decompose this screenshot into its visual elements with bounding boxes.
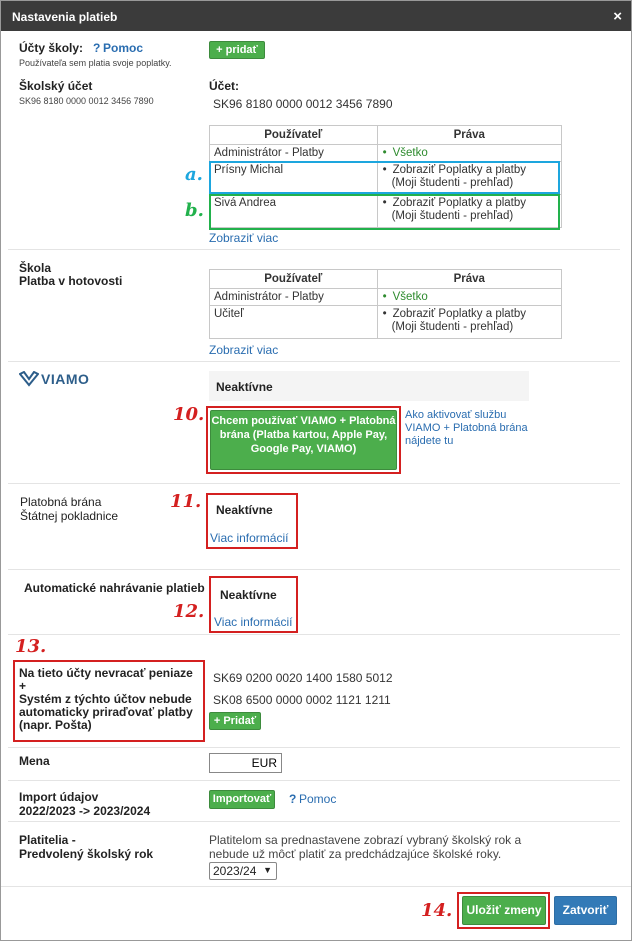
no-refund-account: SK69 0200 0020 1400 1580 5012 <box>213 671 393 685</box>
state-gateway-line1: Platobná brána <box>20 495 102 509</box>
close-button[interactable]: Zatvoriť <box>554 896 617 925</box>
table-cell-rights <box>377 306 561 339</box>
cash-line2: Platba v hotovosti <box>19 274 123 288</box>
show-more-link[interactable]: Zobraziť viac <box>209 343 279 357</box>
table-row <box>210 306 562 339</box>
table-cell-user: Administrátor - Platby <box>210 289 378 306</box>
divider <box>8 483 620 484</box>
annotation-box-b <box>209 194 560 230</box>
viamo-logo-text: VIAMO <box>41 371 90 387</box>
annotation-label-a: a. <box>185 164 203 185</box>
auto-upload-more-link[interactable]: Viac informácií <box>214 615 293 629</box>
currency-label: Mena <box>19 754 50 768</box>
import-button[interactable]: Importovať <box>209 790 275 809</box>
divider <box>8 569 620 570</box>
annotation-box-a <box>209 161 560 194</box>
viamo-logo <box>19 369 101 389</box>
import-line2: 2022/2023 -> 2023/2024 <box>19 804 151 818</box>
rights-scope: (Moji študenti - prehľad) <box>391 210 514 222</box>
activate-viamo-button[interactable]: Chcem používať VIAMO + Platobná brána (Platba kartou, Apple Pay, Google Pay, VIAMO) <box>210 410 397 470</box>
annotation-label-12: 12. <box>173 601 205 622</box>
add-account-button[interactable]: + pridať <box>209 41 265 59</box>
annotation-label-13: 13. <box>15 636 47 657</box>
accounts-note: Používateľa sem platia svoje poplatky. <box>19 58 172 68</box>
viamo-help-link[interactable]: Ako aktivovať službu VIAMO + Platobná brána nájdete tu <box>405 409 528 447</box>
no-refund-line4: automaticky priraďovať platby <box>19 705 193 719</box>
no-refund-line2: + <box>19 679 27 693</box>
annotation-label-10: 10. <box>173 404 205 425</box>
chevron-down-icon: ▼ <box>263 865 272 875</box>
annotation-label-11: 11. <box>170 491 202 512</box>
table-cell-user: Učiteľ <box>210 306 378 339</box>
no-refund-line5: (napr. Pošta) <box>19 718 92 732</box>
annotation-label-14: 14. <box>421 900 453 921</box>
payers-line1: Platitelia - <box>19 833 76 847</box>
show-more-link[interactable]: Zobraziť viac <box>209 231 279 245</box>
save-button[interactable]: Uložiť zmeny <box>462 896 546 925</box>
school-account-iban-small: SK96 8180 0000 0012 3456 7890 <box>19 96 154 106</box>
table-header-row <box>210 126 562 145</box>
add-no-refund-account-button[interactable]: + Pridať <box>209 712 261 730</box>
rights-value: • Všetko <box>382 147 428 159</box>
rights-value: • Všetko <box>382 291 428 303</box>
table-row <box>210 145 562 162</box>
auto-upload-label: Automatické nahrávanie platieb <box>24 581 205 595</box>
payers-desc1: Platitelom sa prednastavene zobrazí vybraný školský rok a <box>209 833 522 847</box>
table-cell-rights <box>377 289 561 306</box>
rights-value: • Zobraziť Poplatky a platby <box>382 164 526 176</box>
table-header-rights: Práva <box>377 126 561 145</box>
table-cell-user: Prísny Michal <box>210 162 378 195</box>
state-gateway-line2: Štátnej pokladnice <box>20 509 119 523</box>
cash-permissions-table <box>209 269 562 339</box>
school-account-name: Školský účet <box>19 79 93 93</box>
school-year-select[interactable] <box>209 862 277 880</box>
divider <box>8 249 620 250</box>
account-label: Účet: <box>209 79 240 93</box>
divider <box>1 886 631 887</box>
viamo-status-box <box>209 371 529 401</box>
no-refund-line3: Systém z týchto účtov nebude <box>19 692 192 706</box>
help-link[interactable]: Pomoc <box>103 41 144 55</box>
currency-input[interactable] <box>209 753 282 773</box>
help-icon[interactable]: ? <box>289 792 297 806</box>
dialog-title: Nastavenia platieb <box>12 10 118 24</box>
import-help-link[interactable]: Pomoc <box>299 792 337 806</box>
account-value: SK96 8180 0000 0012 3456 7890 <box>213 97 393 111</box>
rights-value: • Zobraziť Poplatky a platby <box>382 197 526 209</box>
accounts-label: Účty školy: <box>19 41 84 55</box>
viamo-status: Neaktívne <box>216 380 273 394</box>
rights-scope: (Moji študenti - prehľad) <box>391 177 514 189</box>
auto-upload-status: Neaktívne <box>220 588 277 602</box>
divider <box>8 634 620 635</box>
divider <box>8 821 620 822</box>
table-cell-user: Sivá Andrea <box>210 195 378 228</box>
no-refund-label <box>19 667 193 732</box>
table-header-rights: Práva <box>377 270 561 289</box>
payers-line2: Predvolený školský rok <box>19 847 154 861</box>
school-year-value: 2023/24 <box>213 864 257 878</box>
state-gateway-more-link[interactable]: Viac informácií <box>210 531 289 545</box>
cash-line1: Škola <box>19 261 52 275</box>
annotation-label-b: b. <box>185 200 204 221</box>
import-line1: Import údajov <box>19 790 99 804</box>
close-icon[interactable]: × <box>613 8 622 25</box>
table-header-row <box>210 270 562 289</box>
table-cell-user: Administrátor - Platby <box>210 145 378 162</box>
state-gateway-status: Neaktívne <box>216 503 273 517</box>
payers-desc2: nebude už môcť platiť za predchádzajúce školské roky. <box>209 847 502 861</box>
divider <box>8 747 620 748</box>
divider <box>8 361 620 362</box>
divider <box>8 780 620 781</box>
help-icon[interactable]: ? <box>93 41 101 55</box>
table-header-user: Používateľ <box>210 270 378 289</box>
no-refund-line1: Na tieto účty nevracať peniaze <box>19 666 193 680</box>
table-row <box>210 289 562 306</box>
rights-scope: (Moji študenti - prehľad) <box>391 321 514 333</box>
viamo-logo-icon <box>19 371 39 387</box>
table-cell-rights <box>377 145 561 162</box>
rights-value: • Zobraziť Poplatky a platby <box>382 308 526 320</box>
table-header-user: Používateľ <box>210 126 378 145</box>
no-refund-account: SK08 6500 0000 0002 1121 1211 <box>213 693 391 707</box>
dialog-titlebar <box>1 1 631 31</box>
